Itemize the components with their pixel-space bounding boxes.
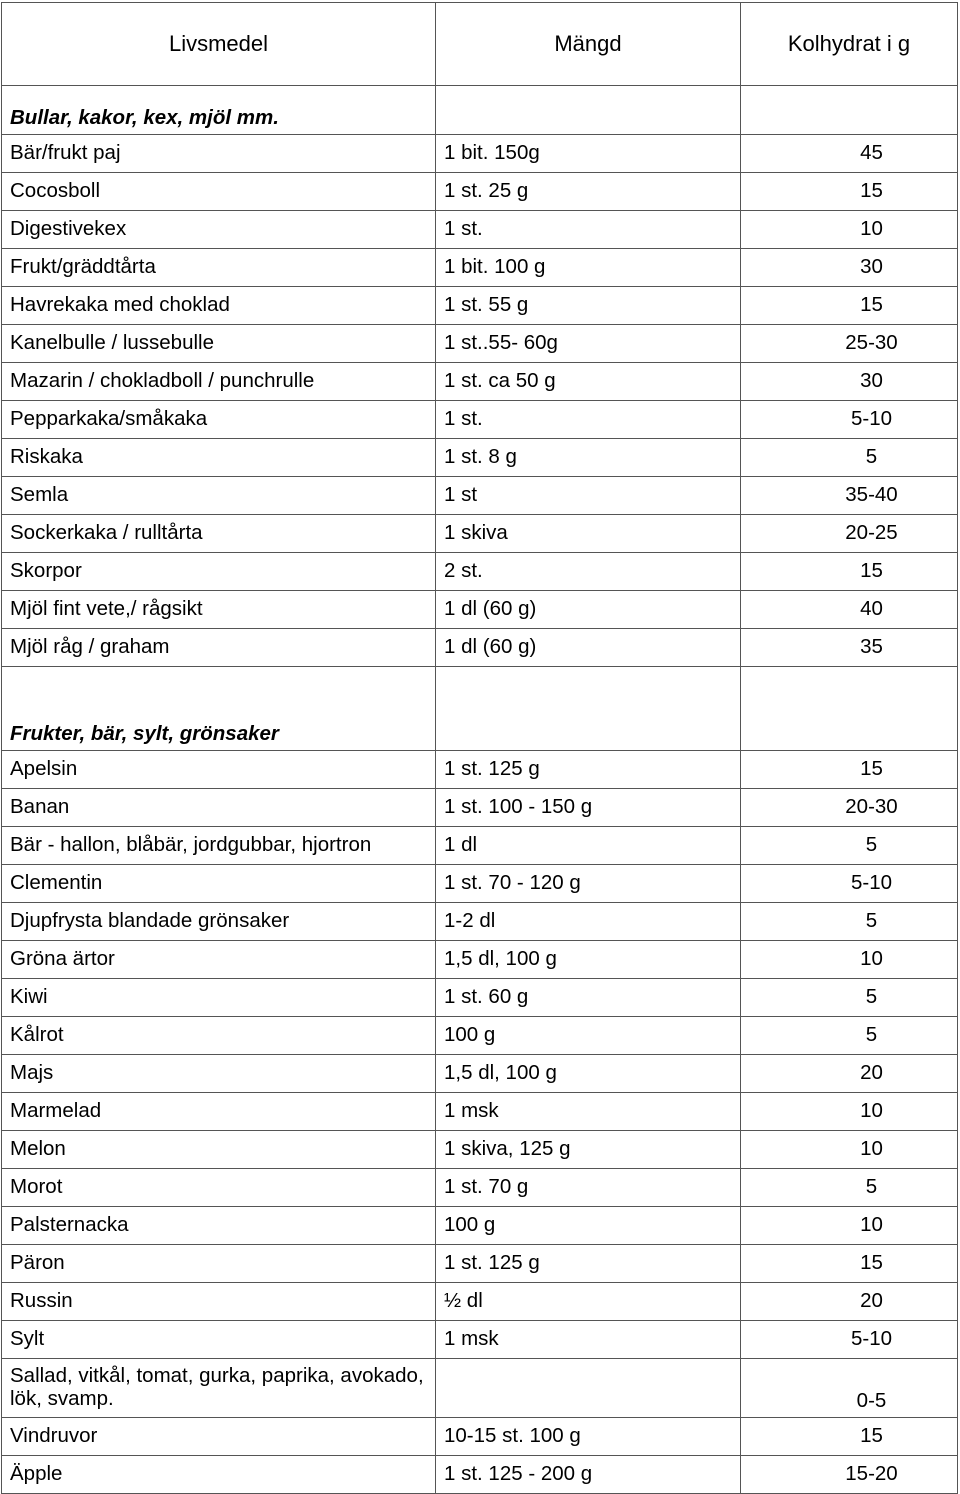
carbs-cell [741,325,958,363]
amount-cell: 100 g [436,1207,741,1245]
section-header-row [2,86,958,135]
carbs-cell [741,1131,958,1169]
carbohydrate-table [1,2,958,1494]
table-row [2,979,958,1017]
food-cell: Kålrot [2,1017,436,1055]
amount-cell: ½ dl [436,1283,741,1321]
section-title: Frukter, bär, sylt, grönsaker [2,667,436,751]
carbs-cell [741,1093,958,1131]
carbs-value: 20-25 [845,521,898,545]
table-row [2,135,958,173]
amount-cell: 10-15 st. 100 g [436,1418,741,1456]
amount-cell: 1 msk [436,1321,741,1359]
table-row [2,1359,958,1418]
table-row [2,941,958,979]
empty-cell [741,667,958,751]
food-cell: Gröna ärtor [2,941,436,979]
table-row [2,1418,958,1456]
carbs-cell [741,1055,958,1093]
table-row [2,1169,958,1207]
amount-cell: 1 dl (60 g) [436,629,741,667]
table-row [2,439,958,477]
amount-cell: 1 bit. 150g [436,135,741,173]
carbs-value: 0-5 [856,1389,887,1413]
table-row [2,515,958,553]
carbs-value: 45 [860,141,883,165]
carbs-value: 10 [860,1099,883,1123]
food-cell: Frukt/gräddtårta [2,249,436,287]
amount-cell: 1 dl (60 g) [436,591,741,629]
carbs-cell [741,401,958,439]
amount-cell: 1 st. 125 g [436,1245,741,1283]
carbs-cell [741,1283,958,1321]
table-row [2,827,958,865]
carbs-value: 10 [860,217,883,241]
carbs-value: 15 [860,757,883,781]
carbs-value: 20-30 [845,795,898,819]
food-cell: Russin [2,1283,436,1321]
carbs-cell [741,515,958,553]
amount-cell: 1 st. [436,211,741,249]
food-cell: Bär - hallon, blåbär, jordgubbar, hjortron [2,827,436,865]
food-cell: Mjöl råg / graham [2,629,436,667]
food-cell: Skorpor [2,553,436,591]
table-row [2,1093,958,1131]
carbs-cell [741,827,958,865]
empty-cell [436,86,741,135]
table-row [2,287,958,325]
carbs-value: 15-20 [845,1462,898,1486]
carbs-cell [741,865,958,903]
carbs-value: 15 [860,559,883,583]
amount-cell: 1 st. 70 - 120 g [436,865,741,903]
table-row [2,477,958,515]
section-header-row [2,667,958,751]
amount-cell: 1,5 dl, 100 g [436,941,741,979]
amount-cell: 1 st. 8 g [436,439,741,477]
amount-cell: 1 st. 25 g [436,173,741,211]
food-cell: Palsternacka [2,1207,436,1245]
header-food: Livsmedel [2,3,436,86]
carbs-value: 35-40 [845,483,898,507]
carbs-cell [741,477,958,515]
table-row [2,1283,958,1321]
header-amount: Mängd [436,3,741,86]
table-row [2,173,958,211]
header-row [2,3,958,86]
carbs-value: 30 [860,369,883,393]
carbs-value: 5 [865,1023,878,1047]
amount-cell: 1 skiva [436,515,741,553]
carbs-value: 5 [865,985,878,1009]
carbs-value: 30 [860,255,883,279]
carbs-cell [741,211,958,249]
header-carbs: Kolhydrat i g [741,3,958,86]
carbs-cell [741,1017,958,1055]
table-row [2,751,958,789]
carbs-cell [741,979,958,1017]
table-row [2,553,958,591]
amount-cell: 1 st. 70 g [436,1169,741,1207]
food-cell: Pepparkaka/småkaka [2,401,436,439]
food-cell: Digestivekex [2,211,436,249]
carbs-value: 5 [865,833,878,857]
amount-cell: 1 st. 125 - 200 g [436,1456,741,1494]
food-cell: Vindruvor [2,1418,436,1456]
table-row [2,1321,958,1359]
food-cell: Clementin [2,865,436,903]
section-title: Bullar, kakor, kex, mjöl mm. [2,86,436,135]
carbs-cell [741,439,958,477]
food-cell: Mjöl fint vete,/ rågsikt [2,591,436,629]
table-row [2,1017,958,1055]
carbs-value: 10 [860,1137,883,1161]
amount-cell: 1 st. [436,401,741,439]
carbs-cell [741,591,958,629]
carbs-cell [741,1359,958,1418]
empty-cell [436,667,741,751]
table-row [2,903,958,941]
carbs-cell [741,629,958,667]
table-row [2,1245,958,1283]
carbs-cell [741,1321,958,1359]
amount-cell [436,1359,741,1418]
carbs-cell [741,363,958,401]
carbs-cell [741,1169,958,1207]
table-row [2,865,958,903]
carbs-cell [741,789,958,827]
carbs-value: 15 [860,1251,883,1275]
amount-cell: 100 g [436,1017,741,1055]
carbs-cell [741,173,958,211]
amount-cell: 1,5 dl, 100 g [436,1055,741,1093]
food-cell: Semla [2,477,436,515]
carbs-cell [741,941,958,979]
food-cell: Majs [2,1055,436,1093]
carbs-cell [741,1207,958,1245]
carbs-value: 5 [865,909,878,933]
carbs-cell [741,135,958,173]
food-cell: Havrekaka med choklad [2,287,436,325]
carbs-value: 15 [860,179,883,203]
amount-cell: 1-2 dl [436,903,741,941]
amount-cell: 1 st. 125 g [436,751,741,789]
amount-cell: 2 st. [436,553,741,591]
carbs-value: 10 [860,1213,883,1237]
carbs-cell [741,903,958,941]
table-row [2,789,958,827]
food-cell: Djupfrysta blandade grönsaker [2,903,436,941]
table-row [2,325,958,363]
amount-cell: 1 st..55- 60g [436,325,741,363]
carbs-value: 5 [865,1175,878,1199]
carbs-value: 35 [860,635,883,659]
food-cell: Riskaka [2,439,436,477]
food-cell: Marmelad [2,1093,436,1131]
table-row [2,1131,958,1169]
empty-cell [741,86,958,135]
amount-cell: 1 skiva, 125 g [436,1131,741,1169]
food-cell: Äpple [2,1456,436,1494]
carbs-value: 25-30 [845,331,898,355]
food-cell: Sylt [2,1321,436,1359]
table-row [2,211,958,249]
carbs-value: 5-10 [850,871,893,895]
table-row [2,401,958,439]
amount-cell: 1 st. 60 g [436,979,741,1017]
amount-cell: 1 bit. 100 g [436,249,741,287]
food-cell: Bär/frukt paj [2,135,436,173]
food-cell: Melon [2,1131,436,1169]
food-cell: Kanelbulle / lussebulle [2,325,436,363]
amount-cell: 1 msk [436,1093,741,1131]
carbs-cell [741,1418,958,1456]
table-row [2,591,958,629]
carbs-cell [741,1245,958,1283]
table-row [2,1055,958,1093]
carbs-value: 5-10 [850,1327,893,1351]
food-cell: Sallad, vitkål, tomat, gurka, paprika, avokado, lök, svamp. [2,1359,436,1418]
table-row [2,1207,958,1245]
amount-cell: 1 st. 100 - 150 g [436,789,741,827]
carbs-value: 20 [860,1061,883,1085]
carbs-value: 20 [860,1289,883,1313]
carbs-value: 15 [860,1424,883,1448]
carbs-value: 10 [860,947,883,971]
carbs-cell [741,751,958,789]
table-row [2,249,958,287]
food-cell: Kiwi [2,979,436,1017]
carbs-value: 40 [860,597,883,621]
table-body [2,86,958,1494]
amount-cell: 1 st [436,477,741,515]
amount-cell: 1 dl [436,827,741,865]
food-cell: Apelsin [2,751,436,789]
food-cell: Päron [2,1245,436,1283]
table-row [2,629,958,667]
amount-cell: 1 st. ca 50 g [436,363,741,401]
food-cell: Cocosboll [2,173,436,211]
carbs-value: 5 [865,445,878,469]
carbs-value: 5-10 [850,407,893,431]
carbs-value: 15 [860,293,883,317]
carbs-cell [741,287,958,325]
table-row [2,363,958,401]
carbs-cell [741,249,958,287]
food-cell: Banan [2,789,436,827]
amount-cell: 1 st. 55 g [436,287,741,325]
carbs-cell [741,553,958,591]
food-cell: Mazarin / chokladboll / punchrulle [2,363,436,401]
food-cell: Morot [2,1169,436,1207]
food-cell: Sockerkaka / rulltårta [2,515,436,553]
